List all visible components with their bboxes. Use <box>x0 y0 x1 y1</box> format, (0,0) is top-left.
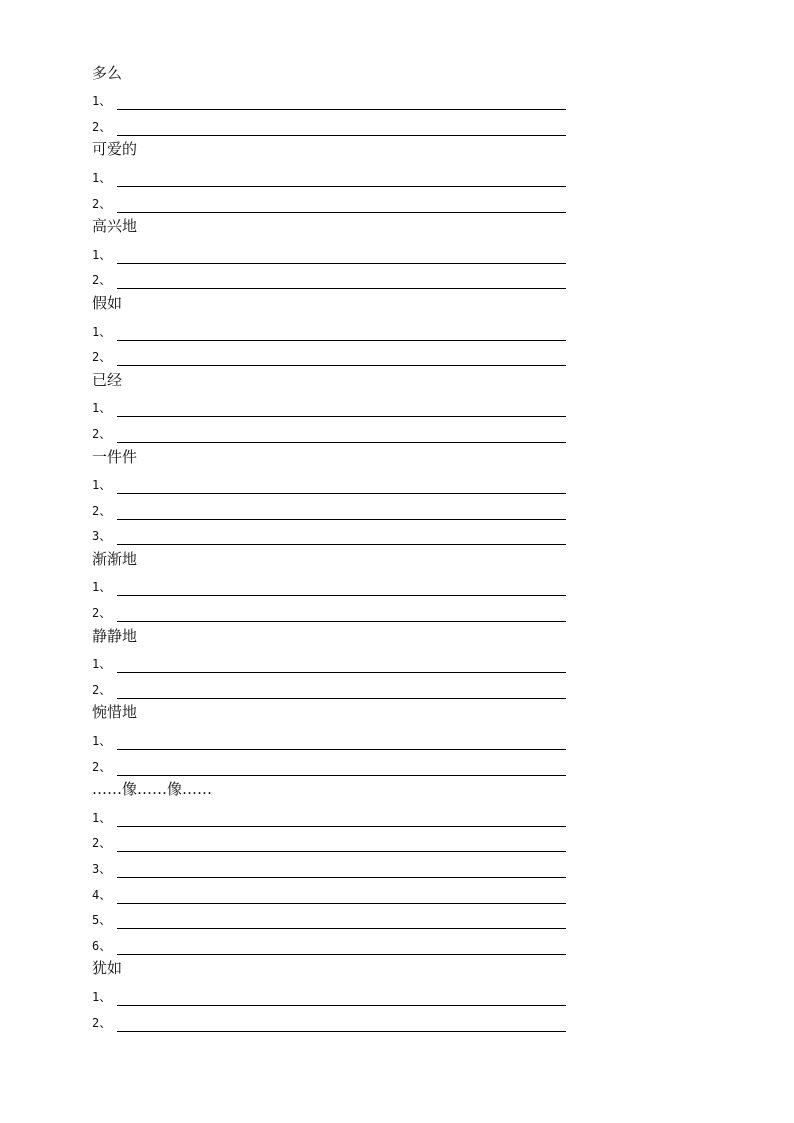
item-number: 2、 <box>92 196 112 211</box>
item-number: 2、 <box>92 119 112 134</box>
answer-row <box>92 827 566 853</box>
answer-row <box>92 187 566 213</box>
section-word: ……像……像…… <box>92 780 213 799</box>
answer-row <box>92 417 566 443</box>
section-heading-row <box>92 622 566 648</box>
item-number: 2、 <box>92 606 112 621</box>
item-number: 2、 <box>92 836 112 851</box>
item-number: 6、 <box>92 938 112 953</box>
answer-row <box>92 929 566 955</box>
item-number: 1、 <box>92 247 112 262</box>
answer-row <box>92 520 566 546</box>
section-heading-row <box>92 443 566 469</box>
section-word: 已经 <box>92 370 123 389</box>
section-word: 高兴地 <box>92 217 138 236</box>
answer-row <box>92 315 566 341</box>
answer-row <box>92 648 566 674</box>
item-number: 2、 <box>92 350 112 365</box>
section-heading-row <box>92 136 566 162</box>
answer-row <box>92 238 566 264</box>
answer-row <box>92 801 566 827</box>
item-number: 2、 <box>92 503 112 518</box>
answer-row <box>92 673 566 699</box>
section-word: 静静地 <box>92 626 138 645</box>
item-number: 1、 <box>92 734 112 749</box>
worksheet <box>92 59 566 1032</box>
answer-row <box>92 264 566 290</box>
item-number: 1、 <box>92 478 112 493</box>
section-word: 渐渐地 <box>92 549 138 568</box>
answer-row <box>92 161 566 187</box>
section-word: 一件件 <box>92 447 138 466</box>
answer-row <box>92 724 566 750</box>
answer-blank-line[interactable] <box>117 1031 566 1032</box>
item-number: 2、 <box>92 682 112 697</box>
item-number: 3、 <box>92 529 112 544</box>
answer-row <box>92 1006 566 1032</box>
section-word: 可爱的 <box>92 140 138 159</box>
answer-row <box>92 85 566 111</box>
item-number: 1、 <box>92 324 112 339</box>
answer-row <box>92 596 566 622</box>
answer-row <box>92 878 566 904</box>
answer-row <box>92 110 566 136</box>
section-word: 多么 <box>92 63 123 82</box>
answer-row <box>92 571 566 597</box>
answer-row <box>92 980 566 1006</box>
item-number: 2、 <box>92 1015 112 1030</box>
section-heading-row <box>92 545 566 571</box>
section-heading-row <box>92 366 566 392</box>
section-heading-row <box>92 776 566 802</box>
answer-row <box>92 392 566 418</box>
section-heading-row <box>92 59 566 85</box>
answer-row <box>92 852 566 878</box>
item-number: 1、 <box>92 401 112 416</box>
answer-row <box>92 341 566 367</box>
section-heading-row <box>92 955 566 981</box>
section-heading-row <box>92 699 566 725</box>
item-number: 5、 <box>92 913 112 928</box>
item-number: 1、 <box>92 580 112 595</box>
item-number: 2、 <box>92 273 112 288</box>
section-word: 假如 <box>92 293 123 312</box>
answer-row <box>92 469 566 495</box>
answer-row <box>92 750 566 776</box>
answer-row <box>92 494 566 520</box>
item-number: 1、 <box>92 989 112 1004</box>
item-number: 1、 <box>92 94 112 109</box>
item-number: 4、 <box>92 887 112 902</box>
item-number: 3、 <box>92 862 112 876</box>
section-word: 惋惜地 <box>92 703 138 722</box>
item-number: 2、 <box>92 759 112 774</box>
section-heading-row <box>92 213 566 239</box>
item-number: 1、 <box>92 170 112 185</box>
item-number: 1、 <box>92 657 112 672</box>
section-word: 犹如 <box>92 959 123 978</box>
item-number: 1、 <box>92 810 112 825</box>
section-heading-row <box>92 289 566 315</box>
item-number: 2、 <box>92 426 112 441</box>
answer-row <box>92 904 566 930</box>
